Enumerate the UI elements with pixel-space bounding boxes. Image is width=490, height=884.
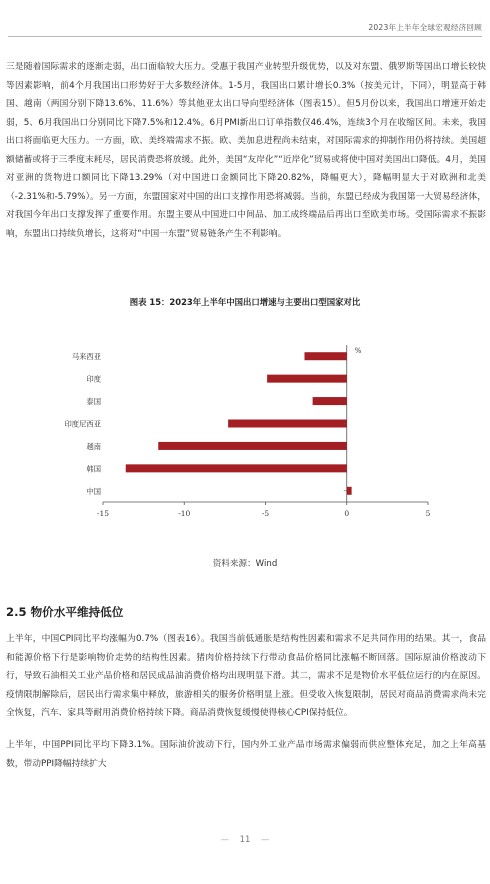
figure-title: 图表 15：2023年上半年中国出口增速与主要出口型国家对比: [129, 297, 361, 307]
page-footer: [0, 834, 490, 844]
export-growth-bar-chart: [0, 330, 490, 530]
x-tick-label: -15: [96, 509, 110, 518]
bar: [158, 442, 347, 450]
category-label: 越南: [86, 441, 101, 451]
footer-dash-right: —: [261, 834, 270, 844]
category-label: 马来西亚: [71, 352, 101, 362]
category-label: 印度: [86, 374, 101, 384]
paragraph-export-pressure: 三是随着国际需求的逐渐走弱，出口面临较大压力。受惠于我国产业转型升级优势，以及对东盟、俄罗斯等国出口增长较快等因素影响，前4个月我国出口形势好于大多数经济体。1-5月，我国出口累计增长0.3%（按美元计，下同），明显高于韩国、越南（两国分别下降13.6%、11.6%）等其他亚太出口导向型经济体（图表15）。但5月份以来，我国出口增速开始走弱，5、6月我国出口分别同比下降7.5%和12.4%。6月PMI新出口订单指数仅46.4%，连续3个月在收缩区间。未来，我国出口将面临更大压力。一方面，欧、美终端需求不振。欧、美加息进程尚未结束，对国际需求的抑制作用仍将持续。美国超额储蓄或将于三季度末耗尽，居民消费恐将放缓。此外，美国“友岸化”“近岸化”贸易或将使中国对美国出口降低。4月，美国对亚洲的货物进口额同比下降13.29%（对中国进口金额同比下降20.82%，降幅更大），降幅明显大于对欧洲和北美（-2.31%和-5.79%）。另一方面，东盟国家对中国的出口支撑作用恐将减弱。当前，东盟已经成为我国第一大贸易经济体，对我国今年出口支撑发挥了重要作用。东盟主要从中国进口中间品、加工成终端品后再出口至欧美市场。受国际需求不振影响，东盟出口持续负增长，这将对“中国一东盟”贸易链条产生不利影响。: [6, 62, 486, 239]
bar: [267, 375, 347, 383]
x-tick-label: -5: [261, 509, 270, 518]
category-label: 中国: [86, 486, 101, 496]
bar: [347, 487, 352, 495]
bar: [126, 464, 347, 472]
category-label: 韩国: [86, 464, 101, 474]
x-tick-label: 5: [425, 509, 431, 518]
section-heading: 2.5 物价水平维持低位: [6, 605, 124, 619]
page-header-title: 2023年上半年全球宏观经济回顾: [368, 23, 482, 32]
category-label: 泰国: [86, 397, 101, 407]
bar: [305, 352, 347, 360]
paragraph-cpi: 上半年，中国CPI同比平均涨幅为0.7%（图表16）。我国当前低通胀是结构性因素和需求不足共同作用的结果。其一，食品和能源价格下行是影响物价走势的结构性因素。猪肉价格持续下行带动食品价格同比涨幅不断回落。国际原油价格波动下行，导致石油相关工业产品价格和居民成品油消费价格均出现明显下滑。其二，需求不足是物价水平低位运行的内在原因。疫情限制解除后，居民出行需求集中释放，旅游相关的服务价格明显上涨。但受收入恢复限制，居民对商品消费需求尚未完全恢复，汽车、家具等耐用消费价格持续下降。商品消费恢复缓慢使得核心CPI保持低位。: [6, 634, 486, 718]
header-divider: [8, 36, 482, 37]
figure-source: 资料来源：Wind: [212, 559, 278, 569]
page-number: 11: [239, 834, 251, 844]
paragraph-ppi: 上半年，中国PPI同比平均下降3.1%。国际油价波动下行，国内外工业产品市场需求偏弱而供应整体充足，加之上年高基数，带动PPI降幅持续扩大: [6, 740, 486, 769]
x-tick-label: 0: [344, 509, 350, 518]
x-tick-label: -10: [178, 509, 191, 518]
category-label: 印度尼西亚: [64, 419, 101, 429]
bar: [228, 420, 347, 428]
footer-dash-left: —: [220, 834, 229, 844]
bar: [313, 397, 347, 405]
axis-unit-label: %: [354, 347, 362, 355]
